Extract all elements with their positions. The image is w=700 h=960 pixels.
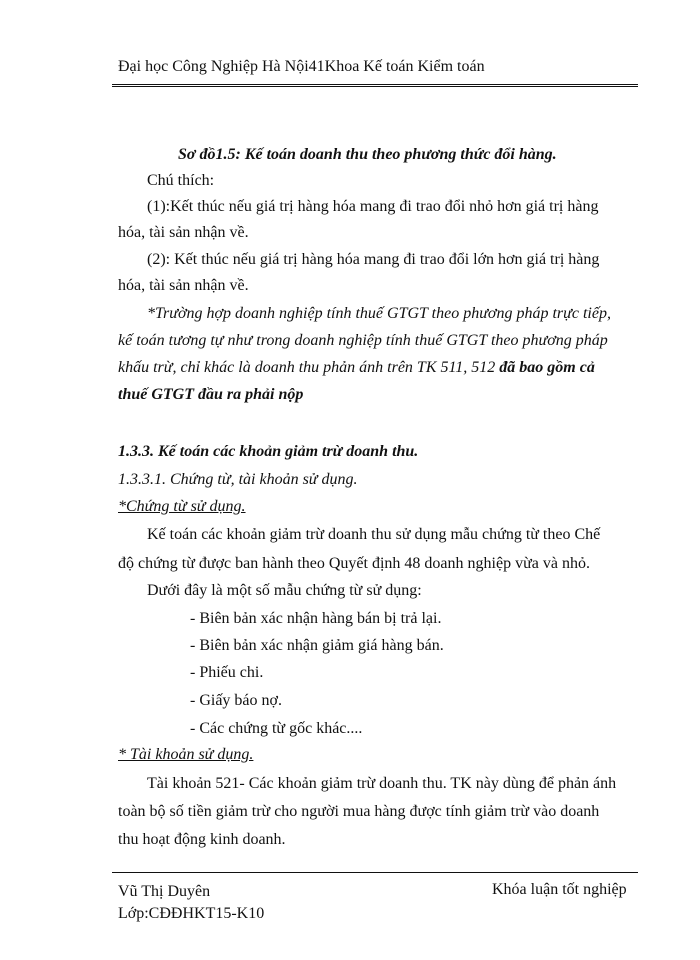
note-1-line-2: hóa, tài sản nhận về. [118, 224, 249, 241]
vat-note-line-4: thuế GTGT đầu ra phải nộp [118, 386, 304, 403]
notes-title: Chú thích: [147, 172, 215, 189]
para-2-line-1: Tài khoản 521- Các khoản giảm trừ doanh thu. TK này dùng để phản ánh [147, 775, 617, 792]
footer-rule [112, 872, 638, 873]
note-2-line-1: (2): Kết thúc nếu giá trị hàng hóa mang đi trao đổi lớn hơn giá trị hàng [147, 251, 600, 268]
header-rule [112, 84, 638, 87]
list-item-3: - Phiếu chi. [190, 664, 264, 681]
para-1-line-2: độ chứng từ được ban hành theo Quyết định 48 doanh nghiệp vừa và nhỏ. [118, 555, 590, 572]
diagram-caption: Sơ đồ1.5: Kế toán doanh thu theo phương thức đổi hàng. [178, 146, 557, 163]
account-used-label: * Tài khoản sử dụng. [118, 746, 254, 763]
page-header: Đại học Công Nghiệp Hà Nội41Khoa Kế toán Kiểm toán [118, 58, 485, 75]
list-intro: Dưới đây là một số mẫu chứng từ sử dụng: [147, 582, 422, 599]
footer-author: Vũ Thị Duyên [118, 883, 211, 900]
list-item-2: - Biên bản xác nhận giảm giá hàng bán. [190, 637, 444, 654]
list-item-1: - Biên bản xác nhận hàng bán bị trả lại. [190, 610, 442, 627]
para-1-line-1: Kế toán các khoản giảm trừ doanh thu sử dụng mẫu chứng từ theo Chế [147, 526, 601, 543]
vat-note-line-2: kế toán tương tự như trong doanh nghiệp tính thuế GTGT theo phương pháp [118, 332, 608, 349]
note-1-line-1: (1):Kết thúc nếu giá trị hàng hóa mang đi trao đổi nhỏ hơn giá trị hàng [147, 198, 599, 215]
footer-class: Lớp:CĐĐHKT15-K10 [118, 905, 265, 922]
vat-note-line-3-italic: khấu trừ, chỉ khác là doanh thu phản ánh trên TK 511, 512 [118, 359, 500, 376]
list-item-4: - Giấy báo nợ. [190, 692, 282, 709]
vat-note-line-1: *Trường hợp doanh nghiệp tính thuế GTGT theo phương pháp trực tiếp, [147, 305, 611, 322]
vat-note-line-3-bold: đã bao gồm cả [499, 359, 595, 376]
footer-doc-type: Khóa luận tốt nghiệp [492, 881, 627, 898]
note-2-line-2: hóa, tài sản nhận về. [118, 277, 249, 294]
section-heading: 1.3.3. Kế toán các khoản giảm trừ doanh thu. [118, 443, 419, 460]
footer-left [118, 881, 264, 925]
para-2-line-2: toàn bộ số tiền giảm trừ cho người mua hàng được tính giảm trừ vào doanh [118, 803, 600, 820]
list-item-5: - Các chứng từ gốc khác.... [190, 720, 363, 737]
docs-used-label: *Chứng từ sử dụng. [118, 498, 246, 515]
vat-note-line-3 [118, 359, 595, 377]
section-subheading: 1.3.3.1. Chứng từ, tài khoản sử dụng. [118, 471, 358, 488]
para-2-line-3: thu hoạt động kinh doanh. [118, 831, 286, 848]
